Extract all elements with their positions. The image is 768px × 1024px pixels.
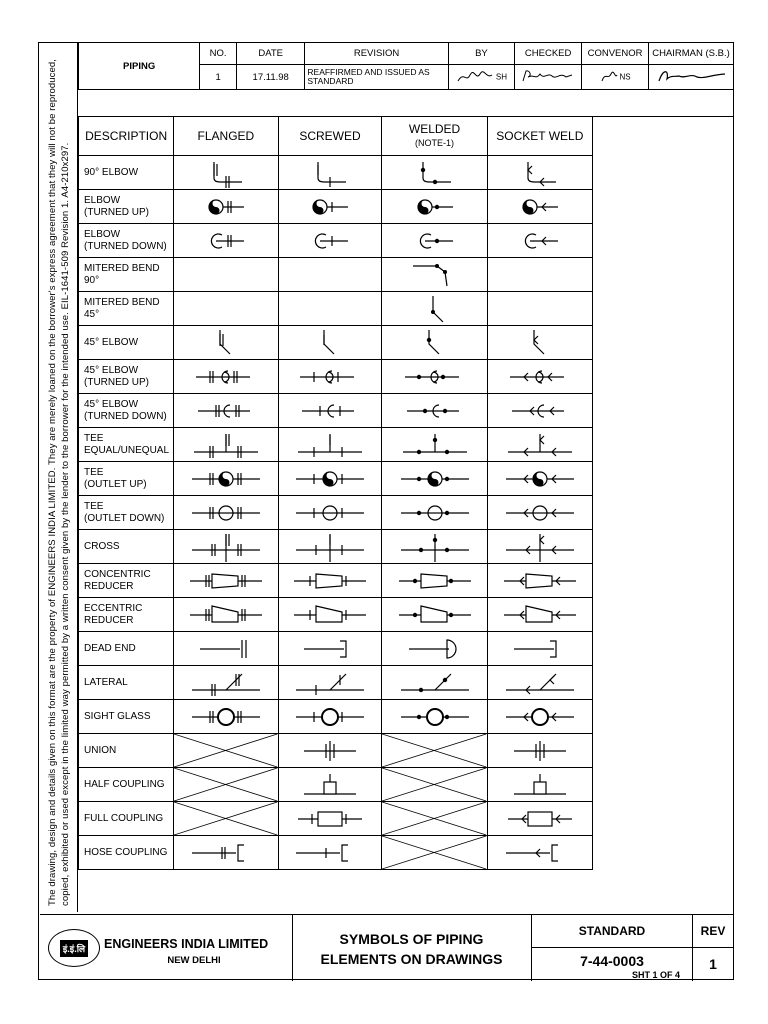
union-socket-cell [487,734,592,768]
lateral-screwed-symbol [280,668,380,698]
elbow-turned-down-welded-cell [382,224,487,258]
elbow-45-turned-down-welded-symbol [385,396,485,426]
table-row [79,428,593,462]
union-screwed-symbol [280,736,380,766]
revision-header [78,42,734,90]
company-block [40,915,293,981]
description-line-1: 45° ELBOW [84,336,139,348]
th-description: DESCRIPTION [79,117,174,156]
description-line-1: ELBOW [84,194,121,206]
mitered-bend-90-welded-symbol [385,260,485,290]
side-note-text: The drawing, design and details given on this format are the property of ENGINEERS INDIA LIMITED. They are merely loaned on the borrower's express agreement that they will not be reproduced, copied, exhibited or used except in the limited way permitted by a written consent given by the lender to the borrower for the intended use. EIL-1641-509 Revision 1. A4-210x297. [47,58,71,906]
elbow-45-turned-down-socket-symbol [490,396,590,426]
signature-chairman [651,67,731,85]
table-row [79,292,593,326]
full-coupling-flanged-cell [174,802,278,836]
elbow-45-turned-down-flanged-cell [174,394,278,428]
elbow-45-turned-up-socket-symbol [490,362,590,392]
hose-coupling-welded-cell [382,836,487,870]
elbow-45-turned-up-welded-cell [382,360,487,394]
elbow-turned-up-socket-symbol [490,192,590,222]
mitered-bend-45-welded-cell [382,292,487,326]
description-line-1: 90° ELBOW [84,166,139,178]
full-coupling-socket-cell [487,802,592,836]
convenor-signature [582,65,649,90]
tee-welded-symbol [385,430,485,460]
description-line-1: CONCENTRIC REDUCER [84,568,151,592]
tee-outlet-up-socket-symbol [490,464,590,494]
description-line-1: 45° ELBOW [84,398,139,410]
rev-no: 1 [200,65,237,90]
logo-text: इं.इं.लि [60,940,88,957]
signature-convenor [599,70,619,84]
concentric-reducer-socket-symbol [490,566,590,596]
tee-outlet-up-welded-cell [382,462,487,496]
hose-coupling-screwed-symbol [280,838,380,868]
elbow-45-socket-symbol [490,328,590,358]
tee-outlet-up-flanged-symbol [176,464,276,494]
mitered-bend-90-socket-cell [487,258,592,292]
side-note [40,42,78,912]
table-row [79,326,593,360]
dead-end-flanged-cell [174,632,278,666]
row-description-dead-end [79,632,174,666]
mitered-bend-45-socket-cell [487,292,592,326]
description-line-2: (TURNED DOWN) [84,410,167,422]
row-description-elbow-turned-down [79,224,174,258]
lateral-flanged-cell [174,666,278,700]
signature-checked [520,68,576,84]
elbow-turned-up-screwed-symbol [280,192,380,222]
by-signature [448,65,515,90]
cross-screwed-cell [278,530,382,564]
th-flanged: FLANGED [174,117,278,156]
elbow-turned-up-flanged-symbol [176,192,276,222]
elbow-45-flanged-cell [174,326,278,360]
table-row [79,734,593,768]
cross-socket-symbol [490,532,590,562]
dead-end-welded-symbol [385,634,485,664]
mitered-bend-90-screwed-cell [278,258,382,292]
description-line-1: UNION [84,744,117,756]
elbow-90-screwed-cell [278,156,382,190]
table-row [79,802,593,836]
description-line-1: FULL COUPLING [84,812,164,824]
elbow-turned-up-flanged-cell [174,190,278,224]
description-line-2: EQUAL/UNEQUAL [84,444,170,456]
description-line-1: SIGHT GLASS [84,710,151,722]
tee-socket-cell [487,428,592,462]
mitered-bend-45-welded-symbol [385,294,485,324]
concentric-reducer-welded-symbol [385,566,485,596]
hose-coupling-screwed-cell [278,836,382,870]
table-row [79,360,593,394]
elbow-turned-down-flanged-cell [174,224,278,258]
cross-flanged-symbol [176,532,276,562]
table-row [79,666,593,700]
hose-coupling-flanged-symbol [176,838,276,868]
hose-coupling-welded-na-cross [382,836,486,869]
eccentric-reducer-welded-cell [382,598,487,632]
sight-glass-socket-cell [487,700,592,734]
rev-date: 17.11.98 [236,65,304,90]
elbow-45-turned-down-screwed-symbol [280,396,380,426]
half-coupling-flanged-na-cross [174,768,277,801]
table-row [79,190,593,224]
elbow-45-turned-up-screwed-cell [278,360,382,394]
rev-text: REAFFIRMED AND ISSUED AS STANDARD [305,65,448,90]
tee-outlet-down-screwed-cell [278,496,382,530]
table-row [79,564,593,598]
standard-block [532,915,693,981]
page-title: PIPING [79,43,200,90]
tee-screwed-cell [278,428,382,462]
concentric-reducer-screwed-cell [278,564,382,598]
symbol-table [78,116,593,870]
row-description-tee-outlet-down [79,496,174,530]
elbow-45-flanged-symbol [176,328,276,358]
elbow-turned-down-socket-symbol [490,226,590,256]
row-description-elbow-turned-up [79,190,174,224]
half-coupling-socket-symbol [490,770,590,800]
description-line-1: TEE [84,500,104,512]
tee-outlet-down-flanged-cell [174,496,278,530]
table-row [79,768,593,802]
lateral-socket-symbol [490,668,590,698]
mitered-bend-45-flanged-cell [174,292,278,326]
elbow-45-screwed-symbol [280,328,380,358]
elbow-45-welded-cell [382,326,487,360]
description-line-2: (TURNED UP) [84,376,149,388]
elbow-45-socket-cell [487,326,592,360]
concentric-reducer-flanged-symbol [176,566,276,596]
description-line-1: HOSE COUPLING [84,846,168,858]
table-row [79,530,593,564]
elbow-45-turned-down-welded-cell [382,394,487,428]
chairman-signature [649,65,734,90]
row-description-half-coupling [79,768,174,802]
elbow-turned-down-welded-symbol [385,226,485,256]
elbow-turned-down-flanged-symbol [176,226,276,256]
tee-outlet-down-flanged-symbol [176,498,276,528]
table-row [79,156,593,190]
concentric-reducer-socket-cell [487,564,592,598]
union-socket-symbol [490,736,590,766]
elbow-45-welded-symbol [385,328,485,358]
description-line-1: ELBOW [84,228,121,240]
full-coupling-screwed-symbol [280,804,380,834]
row-description-mitered-bend-90 [79,258,174,292]
dead-end-flanged-symbol [176,634,276,664]
drawing-title [292,915,532,981]
cross-welded-symbol [385,532,485,562]
elbow-45-turned-up-socket-cell [487,360,592,394]
table-row [79,632,593,666]
elbow-turned-down-screwed-cell [278,224,382,258]
elbow-turned-down-screwed-symbol [280,226,380,256]
row-description-tee-outlet-up [79,462,174,496]
row-description-sight-glass [79,700,174,734]
concentric-reducer-welded-cell [382,564,487,598]
elbow-45-turned-up-flanged-symbol [176,362,276,392]
th-socket-weld: SOCKET WELD [487,117,592,156]
standard-number: 7-44-0003 [580,953,644,969]
full-coupling-socket-symbol [490,804,590,834]
tee-outlet-down-welded-cell [382,496,487,530]
hose-coupling-socket-symbol [490,838,590,868]
union-flanged-na-cross [174,734,277,767]
standard-label: STANDARD [532,915,692,948]
sheet-number: SHT 1 OF 4 [631,970,680,980]
elbow-45-turned-down-socket-cell [487,394,592,428]
concentric-reducer-screwed-symbol [280,566,380,596]
tee-outlet-down-socket-symbol [490,498,590,528]
description-line-1: TEE [84,466,104,478]
elbow-90-flanged-cell [174,156,278,190]
title-line-1: SYMBOLS OF PIPING [339,931,484,947]
eccentric-reducer-socket-symbol [490,600,590,630]
row-description-elbow-45-turned-up [79,360,174,394]
table-row [79,258,593,292]
description-line-1: LATERAL [84,676,128,688]
elbow-45-turned-down-flanged-symbol [176,396,276,426]
elbow-turned-up-screwed-cell [278,190,382,224]
row-description-full-coupling [79,802,174,836]
elbow-90-screwed-symbol [280,158,380,188]
row-description-elbow-45 [79,326,174,360]
mitered-bend-90-flanged-cell [174,258,278,292]
description-line-1: CROSS [84,540,120,552]
blank-row [78,90,734,117]
half-coupling-screwed-symbol [280,770,380,800]
col-convenor: CONVENOR [582,43,649,65]
tee-outlet-up-screwed-symbol [280,464,380,494]
description-line-2: (TURNED DOWN) [84,240,167,252]
row-description-eccentric-reducer [79,598,174,632]
tee-flanged-symbol [176,430,276,460]
tee-flanged-cell [174,428,278,462]
title-line-2: ELEMENTS ON DRAWINGS [320,951,503,967]
lateral-welded-cell [382,666,487,700]
sight-glass-welded-symbol [385,702,485,732]
col-revision: REVISION [305,43,448,65]
tee-outlet-up-screwed-cell [278,462,382,496]
cross-socket-cell [487,530,592,564]
sight-glass-screwed-symbol [280,702,380,732]
table-row [79,394,593,428]
cross-welded-cell [382,530,487,564]
rev-label: REV [692,915,734,948]
elbow-turned-up-socket-cell [487,190,592,224]
union-welded-na-cross [382,734,486,767]
eccentric-reducer-flanged-symbol [176,600,276,630]
hose-coupling-socket-cell [487,836,592,870]
row-description-concentric-reducer [79,564,174,598]
col-checked: CHECKED [515,43,582,65]
tee-socket-symbol [490,430,590,460]
table-row [79,598,593,632]
eccentric-reducer-screwed-symbol [280,600,380,630]
description-line-1: HALF COUPLING [84,778,165,790]
tee-outlet-down-welded-symbol [385,498,485,528]
cross-flanged-cell [174,530,278,564]
row-description-mitered-bend-45 [79,292,174,326]
th-screwed: SCREWED [278,117,382,156]
lateral-socket-cell [487,666,592,700]
row-description-cross [79,530,174,564]
th-welded-note: (NOTE-1) [415,137,455,148]
dead-end-socket-cell [487,632,592,666]
half-coupling-screwed-cell [278,768,382,802]
full-coupling-welded-na-cross [382,802,486,835]
eccentric-reducer-screwed-cell [278,598,382,632]
elbow-45-turned-up-screwed-symbol [280,362,380,392]
sight-glass-flanged-symbol [176,702,276,732]
tee-screwed-symbol [280,430,380,460]
elbow-90-socket-symbol [490,158,590,188]
elbow-turned-up-welded-cell [382,190,487,224]
elbow-turned-up-welded-symbol [385,192,485,222]
lateral-flanged-symbol [176,668,276,698]
elbow-45-turned-down-screwed-cell [278,394,382,428]
mitered-bend-90-welded-cell [382,258,487,292]
description-line-1: TEE [84,432,104,444]
symbol-table-area [78,116,734,870]
signature-by [456,69,496,85]
sight-glass-screwed-cell [278,700,382,734]
description-line-2: (OUTLET UP) [84,478,147,490]
hose-coupling-flanged-cell [174,836,278,870]
elbow-45-screwed-cell [278,326,382,360]
description-line-1: MITERED BEND 45° [84,296,160,320]
col-no: NO. [200,43,237,65]
table-row [79,700,593,734]
checked-signature [515,65,582,90]
mitered-bend-45-screwed-cell [278,292,382,326]
rev-block [692,915,734,981]
elbow-90-flanged-symbol [176,158,276,188]
tee-welded-cell [382,428,487,462]
tee-outlet-up-welded-symbol [385,464,485,494]
dead-end-welded-cell [382,632,487,666]
full-coupling-screwed-cell [278,802,382,836]
company-city: NEW DELHI [167,955,221,966]
dead-end-socket-symbol [490,634,590,664]
elbow-90-welded-cell [382,156,487,190]
table-row [79,836,593,870]
eccentric-reducer-flanged-cell [174,598,278,632]
union-screwed-cell [278,734,382,768]
full-coupling-welded-cell [382,802,487,836]
sight-glass-flanged-cell [174,700,278,734]
union-flanged-cell [174,734,278,768]
title-block [40,914,734,981]
by-initials: SH [495,72,507,82]
description-line-1: ECCENTRIC REDUCER [84,602,143,626]
elbow-45-turned-up-welded-symbol [385,362,485,392]
tee-outlet-up-socket-cell [487,462,592,496]
half-coupling-welded-cell [382,768,487,802]
row-description-hose-coupling [79,836,174,870]
eccentric-reducer-socket-cell [487,598,592,632]
row-description-union [79,734,174,768]
table-row [79,496,593,530]
rev-value: 1 [709,956,717,972]
eccentric-reducer-welded-symbol [385,600,485,630]
sight-glass-welded-cell [382,700,487,734]
col-chairman: CHAIRMAN (S.B.) [649,43,734,65]
description-line-1: DEAD END [84,642,136,654]
description-line-2: (OUTLET DOWN) [84,512,165,524]
convenor-initials: NS [619,72,631,82]
table-row [79,462,593,496]
half-coupling-flanged-cell [174,768,278,802]
table-row [79,224,593,258]
cross-screwed-symbol [280,532,380,562]
lateral-screwed-cell [278,666,382,700]
company-name: ENGINEERS INDIA LIMITED [104,937,269,951]
elbow-90-welded-symbol [385,158,485,188]
tee-outlet-down-socket-cell [487,496,592,530]
description-line-2: (TURNED UP) [84,206,149,218]
tee-outlet-up-flanged-cell [174,462,278,496]
lateral-welded-symbol [385,668,485,698]
row-description-lateral [79,666,174,700]
row-description-tee [79,428,174,462]
th-welded-label: WELDED [408,121,461,136]
elbow-turned-down-socket-cell [487,224,592,258]
description-line-1: 45° ELBOW [84,364,139,376]
concentric-reducer-flanged-cell [174,564,278,598]
row-description-elbow-90 [79,156,174,190]
full-coupling-flanged-na-cross [174,802,277,835]
col-date: DATE [236,43,304,65]
sight-glass-socket-symbol [490,702,590,732]
union-welded-cell [382,734,487,768]
half-coupling-socket-cell [487,768,592,802]
description-line-1: MITERED BEND 90° [84,262,160,286]
row-description-elbow-45-turned-down [79,394,174,428]
tee-outlet-down-screwed-symbol [280,498,380,528]
th-welded [382,117,487,156]
elbow-90-socket-cell [487,156,592,190]
elbow-45-turned-up-flanged-cell [174,360,278,394]
dead-end-screwed-symbol [280,634,380,664]
dead-end-screwed-cell [278,632,382,666]
half-coupling-welded-na-cross [382,768,486,801]
eil-logo [48,929,100,967]
col-by: BY [448,43,515,65]
